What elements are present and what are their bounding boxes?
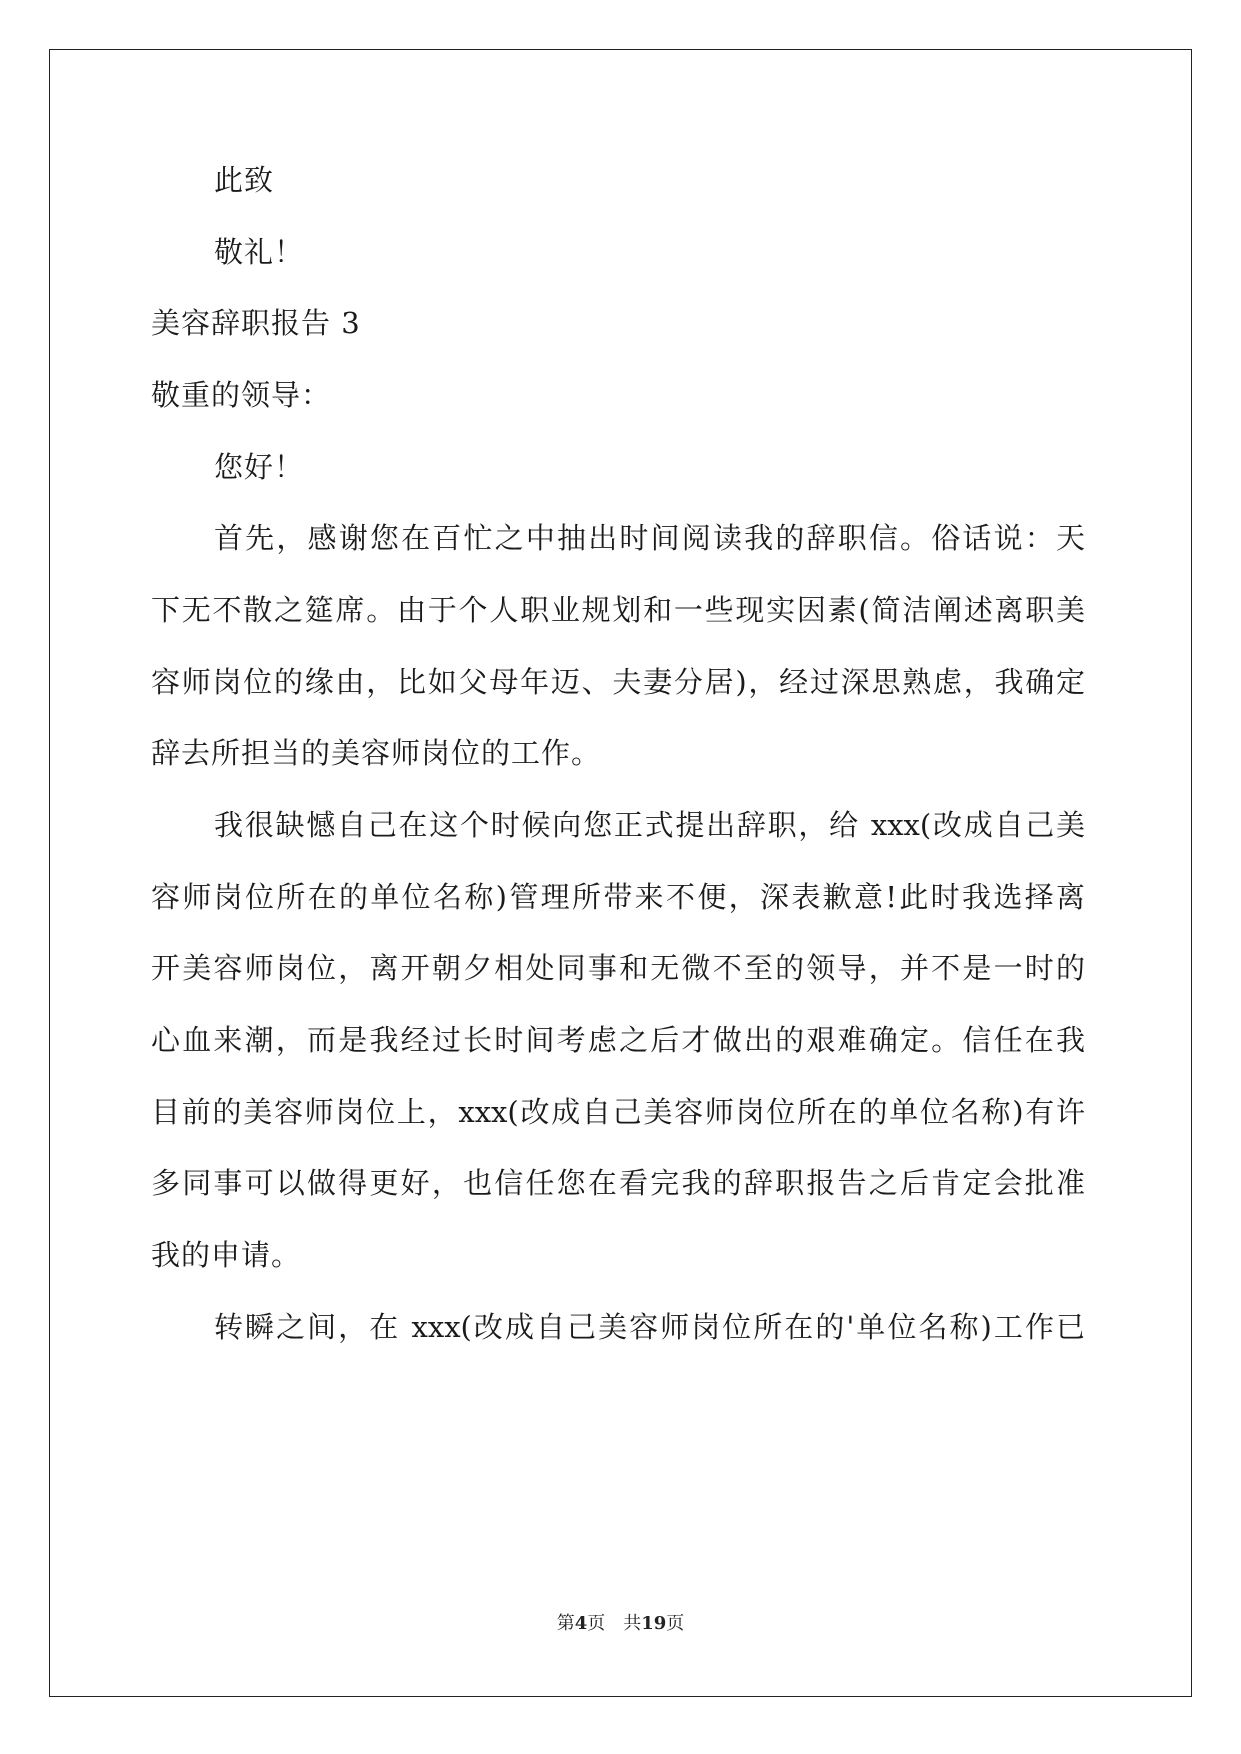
paragraph-line: 容师岗位所在的单位名称)管理所带来不便，深表歉意!此时我选择离 — [151, 880, 1085, 914]
greeting-recipient: 敬重的领导： — [151, 378, 332, 412]
total-page-number: 19 — [641, 1613, 667, 1634]
paragraph-line: 转瞬之间，在 xxx(改成自己美容师岗位所在的'单位名称)工作已 — [214, 1310, 1085, 1344]
paragraph-line: 目前的美容师岗位上，xxx(改成自己美容师岗位所在的单位名称)有许 — [151, 1095, 1085, 1129]
footer-suffix: 页 — [666, 1613, 685, 1634]
current-page-number: 4 — [574, 1613, 588, 1634]
paragraph-line: 我很缺憾自己在这个时候向您正式提出辞职，给 xxx(改成自己美 — [214, 808, 1085, 842]
page-border — [49, 49, 1192, 1697]
paragraph-line: 下无不散之筵席。由于个人职业规划和一些现实因素(简洁阐述离职美 — [151, 593, 1085, 627]
salutation-closing: 敬礼！ — [214, 235, 305, 269]
paragraph-line: 辞去所担当的美容师岗位的工作。 — [151, 736, 602, 770]
greeting-line: 您好！ — [214, 450, 305, 484]
page-footer — [0, 1612, 1241, 1636]
paragraph-line: 首先，感谢您在百忙之中抽出时间阅读我的辞职信。俗话说：天 — [214, 521, 1085, 555]
paragraph-line: 容师岗位的缘由，比如父母年迈、夫妻分居)，经过深思熟虑，我确定 — [151, 665, 1085, 699]
footer-prefix: 第 — [556, 1613, 575, 1634]
paragraph-line: 开美容师岗位，离开朝夕相处同事和无微不至的领导，并不是一时的 — [151, 951, 1085, 985]
footer-mid: 页 共 — [587, 1613, 642, 1634]
paragraph-line: 多同事可以做得更好，也信任您在看完我的辞职报告之后肯定会批准 — [151, 1166, 1085, 1200]
section-heading: 美容辞职报告 3 — [151, 306, 361, 340]
paragraph-line: 心血来潮，而是我经过长时间考虑之后才做出的艰难确定。信任在我 — [151, 1023, 1085, 1057]
paragraph-line: 我的申请。 — [151, 1238, 302, 1272]
closing-line: 此致 — [214, 163, 275, 197]
